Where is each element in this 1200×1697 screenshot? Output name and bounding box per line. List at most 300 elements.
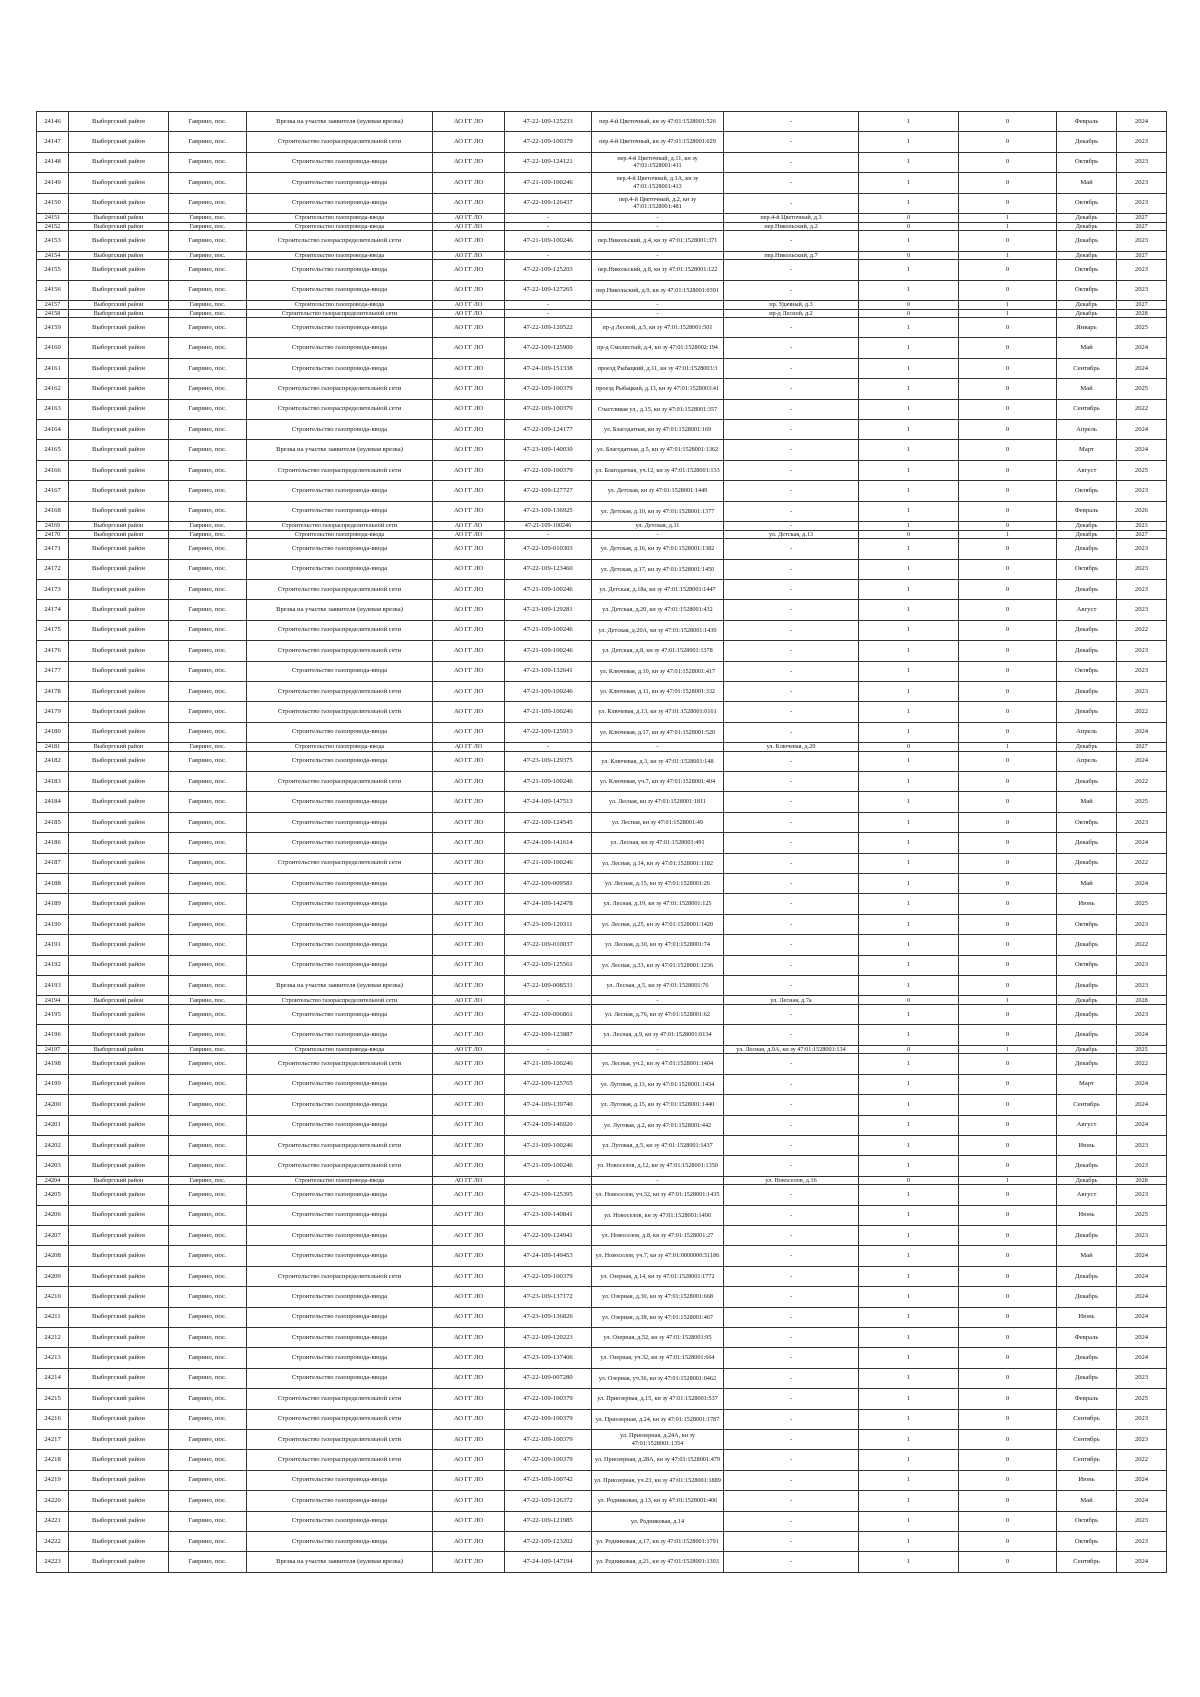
cell-work-type: Строительство газораспределительной сети	[247, 996, 433, 1005]
cell-application-number: 47-22-109-123202	[505, 1531, 592, 1551]
cell-address: ул. Приозерная, д.28А, кн зу 47:01:1528001:479	[592, 1450, 724, 1470]
table-row	[37, 379, 1167, 399]
cell-settlement: Гаврино, пос.	[169, 280, 247, 300]
cell-month: Октябрь	[1057, 661, 1117, 681]
cell-planned-address: -	[724, 1450, 859, 1470]
cell-year: 2022	[1117, 772, 1167, 792]
cell-settlement: Гаврино, пос.	[169, 1470, 247, 1490]
cell-planned-address: -	[724, 1115, 859, 1135]
cell-work-type: Строительство газораспределительной сети	[247, 853, 433, 873]
table-row	[37, 152, 1167, 172]
cell-planned-address: -	[724, 1552, 859, 1572]
cell-address: пр-д Смолистый, д.4, кн зу 47:01:1528002:194	[592, 338, 724, 358]
cell-planned-address: -	[724, 1328, 859, 1348]
cell-year: 2023	[1117, 641, 1167, 661]
cell-application-number: 47-24-109-151338	[505, 358, 592, 378]
cell-settlement: Гаврино, пос.	[169, 231, 247, 251]
cell-district: Выборгский район	[69, 399, 169, 419]
cell-settlement: Гаврино, пос.	[169, 722, 247, 742]
cell-planned-address: -	[724, 420, 859, 440]
cell-row-number: 24181	[37, 743, 69, 752]
cell-district: Выборгский район	[69, 1552, 169, 1572]
cell-planned-address: -	[724, 173, 859, 193]
cell-district: Выборгский район	[69, 132, 169, 152]
cell-year: 2023	[1117, 539, 1167, 559]
cell-settlement: Гаврино, пос.	[169, 661, 247, 681]
cell-row-number: 24183	[37, 772, 69, 792]
cell-settlement: Гаврино, пос.	[169, 1135, 247, 1155]
cell-address: ул. Озерная, д.38, кн зу 47:01:1528001:467	[592, 1307, 724, 1327]
cell-count-b: 0	[959, 1115, 1057, 1135]
cell-row-number: 24211	[37, 1307, 69, 1327]
cell-district: Выборгский район	[69, 772, 169, 792]
cell-organization: АО ГГ ЛО	[433, 251, 505, 260]
cell-year: 2025	[1117, 1045, 1167, 1054]
cell-row-number: 24195	[37, 1004, 69, 1024]
cell-planned-address: ул. Детская, д.13	[724, 530, 859, 539]
cell-organization: АО ГГ ЛО	[433, 772, 505, 792]
cell-settlement: Гаврино, пос.	[169, 1511, 247, 1531]
cell-count-b: 0	[959, 579, 1057, 599]
cell-count-a: 1	[859, 1205, 959, 1225]
cell-count-b: 0	[959, 1074, 1057, 1094]
cell-application-number: 47-22-109-007280	[505, 1368, 592, 1388]
cell-row-number: 24154	[37, 251, 69, 260]
table-row	[37, 1266, 1167, 1286]
cell-application-number: 47-22-109-125203	[505, 260, 592, 280]
cell-application-number: 47-24-109-147513	[505, 792, 592, 812]
table-row	[37, 231, 1167, 251]
cell-application-number: 47-22-109-125233	[505, 112, 592, 132]
cell-month: Сентябрь	[1057, 1450, 1117, 1470]
cell-organization: АО ГГ ЛО	[433, 1552, 505, 1572]
cell-planned-address: -	[724, 440, 859, 460]
cell-settlement: Гаврино, пос.	[169, 1328, 247, 1348]
cell-month: Декабрь	[1057, 935, 1117, 955]
cell-month: Декабрь	[1057, 231, 1117, 251]
cell-district: Выборгский район	[69, 833, 169, 853]
table-row	[37, 1552, 1167, 1572]
cell-row-number: 24215	[37, 1389, 69, 1409]
cell-year: 2023	[1117, 1004, 1167, 1024]
cell-month: Май	[1057, 173, 1117, 193]
cell-settlement: Гаврино, пос.	[169, 853, 247, 873]
cell-count-b: 0	[959, 1511, 1057, 1531]
cell-application-number: 47-22-109-120223	[505, 1328, 592, 1348]
cell-planned-address: -	[724, 260, 859, 280]
cell-organization: АО ГГ ЛО	[433, 1348, 505, 1368]
cell-address: пр-д Лесной, д.5, кн зу 47:01:1528001:501	[592, 318, 724, 338]
cell-year: 2023	[1117, 1368, 1167, 1388]
cell-district: Выборгский район	[69, 318, 169, 338]
cell-application-number: 47-22-109-126372	[505, 1491, 592, 1511]
table-row	[37, 1328, 1167, 1348]
cell-count-a: 1	[859, 399, 959, 419]
cell-count-b: 0	[959, 812, 1057, 832]
cell-count-b: 0	[959, 1348, 1057, 1368]
cell-count-b: 1	[959, 222, 1057, 231]
cell-organization: АО ГГ ЛО	[433, 1328, 505, 1348]
cell-count-b: 1	[959, 309, 1057, 318]
cell-row-number: 24217	[37, 1429, 69, 1449]
cell-work-type: Строительство газораспределительной сети	[247, 399, 433, 419]
cell-count-b: 0	[959, 792, 1057, 812]
cell-application-number: 47-24-109-146920	[505, 1115, 592, 1135]
cell-count-b: 0	[959, 152, 1057, 172]
table-row	[37, 1045, 1167, 1054]
cell-settlement: Гаврино, пос.	[169, 1287, 247, 1307]
cell-row-number: 24196	[37, 1025, 69, 1045]
cell-row-number: 24148	[37, 152, 69, 172]
cell-row-number: 24177	[37, 661, 69, 681]
cell-month: Декабрь	[1057, 1025, 1117, 1045]
cell-settlement: Гаврино, пос.	[169, 1074, 247, 1094]
cell-count-b: 0	[959, 1450, 1057, 1470]
cell-planned-address: -	[724, 539, 859, 559]
cell-month: Декабрь	[1057, 681, 1117, 701]
cell-work-type: Строительство газопровода-ввода	[247, 812, 433, 832]
cell-planned-address: -	[724, 579, 859, 599]
cell-address: ул. Лесная, д.76, кн зу 47:01:1528001:62	[592, 1004, 724, 1024]
cell-count-a: 1	[859, 338, 959, 358]
cell-count-a: 0	[859, 300, 959, 309]
cell-work-type: Строительство газораспределительной сети	[247, 1429, 433, 1449]
cell-application-number: 47-22-109-127265	[505, 280, 592, 300]
cell-row-number: 24198	[37, 1054, 69, 1074]
table-row	[37, 1004, 1167, 1024]
cell-month: Февраль	[1057, 501, 1117, 521]
cell-row-number: 24164	[37, 420, 69, 440]
table-row	[37, 420, 1167, 440]
cell-work-type: Строительство газопровода-ввода	[247, 1511, 433, 1531]
cell-year: 2028	[1117, 1176, 1167, 1185]
cell-organization: АО ГГ ЛО	[433, 522, 505, 531]
cell-row-number: 24199	[37, 1074, 69, 1094]
cell-address: ул. Озерная, д.30, кн зу 47:01:1528001:668	[592, 1287, 724, 1307]
cell-settlement: Гаврино, пос.	[169, 501, 247, 521]
cell-planned-address: -	[724, 338, 859, 358]
cell-row-number: 24188	[37, 874, 69, 894]
cell-settlement: Гаврино, пос.	[169, 1531, 247, 1551]
cell-year: 2024	[1117, 420, 1167, 440]
cell-district: Выборгский район	[69, 935, 169, 955]
cell-count-b: 0	[959, 661, 1057, 681]
cell-planned-address: пер.Никольский, д.2	[724, 222, 859, 231]
table-row	[37, 1348, 1167, 1368]
cell-work-type: Строительство газопровода-ввода	[247, 251, 433, 260]
table-row	[37, 280, 1167, 300]
cell-address: ул. Лесная, д.14, кн зу 47:01:1528001:1182	[592, 853, 724, 873]
cell-count-a: 1	[859, 539, 959, 559]
cell-work-type: Строительство газораспределительной сети	[247, 641, 433, 661]
cell-work-type: Строительство газопровода-ввода	[247, 874, 433, 894]
cell-application-number: 47-22-109-124177	[505, 420, 592, 440]
cell-count-a: 0	[859, 213, 959, 222]
table-row	[37, 530, 1167, 539]
cell-month: Сентябрь	[1057, 399, 1117, 419]
cell-month: Май	[1057, 1246, 1117, 1266]
cell-count-a: 1	[859, 1328, 959, 1348]
cell-application-number: 47-21-109-100246	[505, 231, 592, 251]
cell-planned-address: -	[724, 955, 859, 975]
cell-year: 2023	[1117, 600, 1167, 620]
cell-address: ул. Лесная, кн зу 47:01:1528001:1811	[592, 792, 724, 812]
cell-row-number: 24155	[37, 260, 69, 280]
cell-month: Декабрь	[1057, 213, 1117, 222]
cell-count-a: 1	[859, 193, 959, 213]
cell-year: 2024	[1117, 112, 1167, 132]
cell-work-type: Строительство газораспределительной сети	[247, 579, 433, 599]
table-row	[37, 935, 1167, 955]
cell-organization: АО ГГ ЛО	[433, 1025, 505, 1045]
cell-address: ул. Лесная, уч.2, кн зу 47:01:1528001:1404	[592, 1054, 724, 1074]
cell-work-type: Строительство газопровода-ввода	[247, 743, 433, 752]
cell-year: 2023	[1117, 661, 1167, 681]
cell-count-a: 1	[859, 1531, 959, 1551]
cell-month: Июнь	[1057, 894, 1117, 914]
cell-address: ул. Приозерная, уч.23, кн зу 47:01:1528001:1889	[592, 1470, 724, 1490]
cell-work-type: Строительство газопровода-ввода	[247, 1368, 433, 1388]
cell-organization: АО ГГ ЛО	[433, 833, 505, 853]
cell-row-number: 24152	[37, 222, 69, 231]
cell-count-a: 1	[859, 231, 959, 251]
cell-month: Февраль	[1057, 112, 1117, 132]
cell-planned-address: пер.Никольский, д.7	[724, 251, 859, 260]
cell-count-a: 1	[859, 1450, 959, 1470]
cell-application-number: 47-24-109-149453	[505, 1246, 592, 1266]
cell-month: Декабрь	[1057, 1266, 1117, 1286]
cell-settlement: Гаврино, пос.	[169, 1266, 247, 1286]
cell-year: 2023	[1117, 132, 1167, 152]
cell-work-type: Строительство газопровода-ввода	[247, 173, 433, 193]
table-row	[37, 251, 1167, 260]
cell-count-b: 0	[959, 641, 1057, 661]
cell-count-b: 0	[959, 1409, 1057, 1429]
cell-count-a: 1	[859, 833, 959, 853]
cell-work-type: Строительство газопровода-ввода	[247, 481, 433, 501]
cell-district: Выборгский район	[69, 1074, 169, 1094]
cell-count-b: 0	[959, 681, 1057, 701]
cell-organization: АО ГГ ЛО	[433, 1054, 505, 1074]
cell-address: ул. Приозерная, д.24, кн зу 47:01:1528001:1787	[592, 1409, 724, 1429]
cell-count-a: 1	[859, 955, 959, 975]
cell-month: Октябрь	[1057, 193, 1117, 213]
cell-year: 2027	[1117, 530, 1167, 539]
cell-work-type: Врезка на участке заявителя (нулевая врезка)	[247, 600, 433, 620]
cell-month: Декабрь	[1057, 222, 1117, 231]
cell-count-a: 1	[859, 260, 959, 280]
cell-application-number: 47-21-109-100246	[505, 772, 592, 792]
table-row	[37, 1156, 1167, 1176]
cell-organization: АО ГГ ЛО	[433, 399, 505, 419]
cell-application-number: 47-22-109-127727	[505, 481, 592, 501]
cell-count-b: 0	[959, 833, 1057, 853]
cell-planned-address: -	[724, 1368, 859, 1388]
cell-district: Выборгский район	[69, 1135, 169, 1155]
cell-district: Выборгский район	[69, 894, 169, 914]
cell-row-number: 24218	[37, 1450, 69, 1470]
cell-planned-address: ул. Лесная, д.9А, кн зу 47:01:1528001:134	[724, 1045, 859, 1054]
cell-row-number: 24212	[37, 1328, 69, 1348]
cell-address: пер.4-й Цветочный, д.11, кн зу 47:01:1528001:411	[592, 152, 724, 172]
cell-organization: АО ГГ ЛО	[433, 914, 505, 934]
cell-district: Выборгский район	[69, 213, 169, 222]
cell-year: 2023	[1117, 522, 1167, 531]
cell-work-type: Строительство газопровода-ввода	[247, 260, 433, 280]
cell-planned-address: -	[724, 1135, 859, 1155]
cell-row-number: 24185	[37, 812, 69, 832]
cell-work-type: Строительство газопровода-ввода	[247, 1328, 433, 1348]
cell-month: Июнь	[1057, 1470, 1117, 1490]
cell-application-number: -	[505, 309, 592, 318]
cell-district: Выборгский район	[69, 996, 169, 1005]
cell-count-a: 1	[859, 661, 959, 681]
cell-district: Выборгский район	[69, 1176, 169, 1185]
cell-month: Декабрь	[1057, 530, 1117, 539]
cell-year: 2024	[1117, 1246, 1167, 1266]
table-body	[37, 112, 1167, 1573]
cell-work-type: Строительство газопровода-ввода	[247, 833, 433, 853]
cell-month: Май	[1057, 1491, 1117, 1511]
cell-count-b: 0	[959, 1135, 1057, 1155]
cell-count-b: 0	[959, 1470, 1057, 1490]
cell-month: Декабрь	[1057, 1287, 1117, 1307]
cell-application-number: 47-22-109-100379	[505, 1266, 592, 1286]
cell-settlement: Гаврино, пос.	[169, 1450, 247, 1470]
cell-planned-address: -	[724, 894, 859, 914]
cell-count-b: 0	[959, 853, 1057, 873]
cell-district: Выборгский район	[69, 1004, 169, 1024]
table-row	[37, 213, 1167, 222]
cell-district: Выборгский район	[69, 1226, 169, 1246]
cell-year: 2025	[1117, 792, 1167, 812]
cell-organization: АО ГГ ЛО	[433, 1205, 505, 1225]
cell-settlement: Гаврино, пос.	[169, 358, 247, 378]
cell-planned-address: -	[724, 1054, 859, 1074]
cell-count-a: 1	[859, 751, 959, 771]
cell-district: Выборгский район	[69, 579, 169, 599]
cell-district: Выборгский район	[69, 641, 169, 661]
cell-planned-address: -	[724, 152, 859, 172]
cell-year: 2023	[1117, 1156, 1167, 1176]
cell-count-b: 0	[959, 894, 1057, 914]
cell-count-b: 0	[959, 1025, 1057, 1045]
cell-work-type: Врезка на участке заявителя (нулевая врезка)	[247, 112, 433, 132]
cell-year: 2024	[1117, 1095, 1167, 1115]
cell-year: 2027	[1117, 743, 1167, 752]
cell-month: Декабрь	[1057, 300, 1117, 309]
cell-year: 2027	[1117, 213, 1167, 222]
cell-year: 2025	[1117, 460, 1167, 480]
cell-organization: АО ГГ ЛО	[433, 481, 505, 501]
cell-address: ул. Лесная, д.25, кн зу 47:01:1528001:1420	[592, 914, 724, 934]
cell-count-a: 1	[859, 1156, 959, 1176]
cell-organization: АО ГГ ЛО	[433, 358, 505, 378]
cell-settlement: Гаврино, пос.	[169, 1095, 247, 1115]
cell-organization: АО ГГ ЛО	[433, 152, 505, 172]
table-row	[37, 743, 1167, 752]
cell-count-a: 1	[859, 1287, 959, 1307]
cell-count-b: 0	[959, 772, 1057, 792]
cell-work-type: Строительство газораспределительной сети	[247, 702, 433, 722]
cell-organization: АО ГГ ЛО	[433, 280, 505, 300]
cell-work-type: Строительство газопровода-ввода	[247, 894, 433, 914]
cell-organization: АО ГГ ЛО	[433, 751, 505, 771]
cell-year: 2023	[1117, 1409, 1167, 1429]
cell-application-number: 47-23-109-140030	[505, 440, 592, 460]
cell-month: Август	[1057, 460, 1117, 480]
cell-district: Выборгский район	[69, 1389, 169, 1409]
cell-address: ул. Озерная, уч.36, кн зу 47:01:1528001:0462	[592, 1368, 724, 1388]
cell-address: -	[592, 251, 724, 260]
cell-application-number: -	[505, 530, 592, 539]
cell-district: Выборгский район	[69, 193, 169, 213]
cell-month: Август	[1057, 1115, 1117, 1135]
table-row	[37, 1176, 1167, 1185]
cell-district: Выборгский район	[69, 914, 169, 934]
cell-count-a: 1	[859, 1389, 959, 1409]
cell-count-a: 1	[859, 1511, 959, 1531]
cell-month: Декабрь	[1057, 833, 1117, 853]
cell-planned-address: -	[724, 751, 859, 771]
table-row	[37, 1226, 1167, 1246]
cell-count-a: 1	[859, 379, 959, 399]
cell-row-number: 24193	[37, 975, 69, 995]
cell-settlement: Гаврино, пос.	[169, 173, 247, 193]
cell-district: Выборгский район	[69, 1450, 169, 1470]
cell-settlement: Гаврино, пос.	[169, 874, 247, 894]
cell-planned-address: -	[724, 399, 859, 419]
cell-settlement: Гаврино, пос.	[169, 955, 247, 975]
cell-work-type: Строительство газопровода-ввода	[247, 530, 433, 539]
cell-count-a: 1	[859, 481, 959, 501]
cell-month: Декабрь	[1057, 579, 1117, 599]
cell-count-b: 0	[959, 420, 1057, 440]
cell-count-b: 0	[959, 1095, 1057, 1115]
cell-address: ул. Новоселов, д.8, кн зу 47:01:1528001:27	[592, 1226, 724, 1246]
cell-work-type: Врезка на участке заявителя (нулевая врезка)	[247, 975, 433, 995]
cell-year: 2023	[1117, 231, 1167, 251]
cell-district: Выборгский район	[69, 440, 169, 460]
cell-application-number: 47-24-109-147194	[505, 1552, 592, 1572]
table-row	[37, 1307, 1167, 1327]
cell-settlement: Гаврино, пос.	[169, 1176, 247, 1185]
table-row	[37, 1287, 1167, 1307]
cell-district: Выборгский район	[69, 1307, 169, 1327]
cell-month: Декабрь	[1057, 1004, 1117, 1024]
cell-year: 2024	[1117, 1074, 1167, 1094]
table-row	[37, 661, 1167, 681]
cell-row-number: 24187	[37, 853, 69, 873]
cell-row-number: 24163	[37, 399, 69, 419]
cell-work-type: Строительство газораспределительной сети	[247, 231, 433, 251]
cell-application-number: 47-22-109-100379	[505, 1409, 592, 1429]
cell-organization: АО ГГ ЛО	[433, 1491, 505, 1511]
cell-planned-address: -	[724, 280, 859, 300]
cell-application-number: 47-21-109-100246	[505, 641, 592, 661]
cell-count-a: 1	[859, 460, 959, 480]
cell-district: Выборгский район	[69, 338, 169, 358]
cell-count-b: 0	[959, 935, 1057, 955]
cell-application-number: 47-22-109-120522	[505, 318, 592, 338]
cell-row-number: 24205	[37, 1185, 69, 1205]
cell-application-number: 47-22-109-124545	[505, 812, 592, 832]
cell-district: Выборгский район	[69, 812, 169, 832]
cell-organization: АО ГГ ЛО	[433, 1368, 505, 1388]
cell-count-b: 0	[959, 975, 1057, 995]
cell-count-a: 1	[859, 1348, 959, 1368]
cell-work-type: Строительство газораспределительной сети	[247, 620, 433, 640]
